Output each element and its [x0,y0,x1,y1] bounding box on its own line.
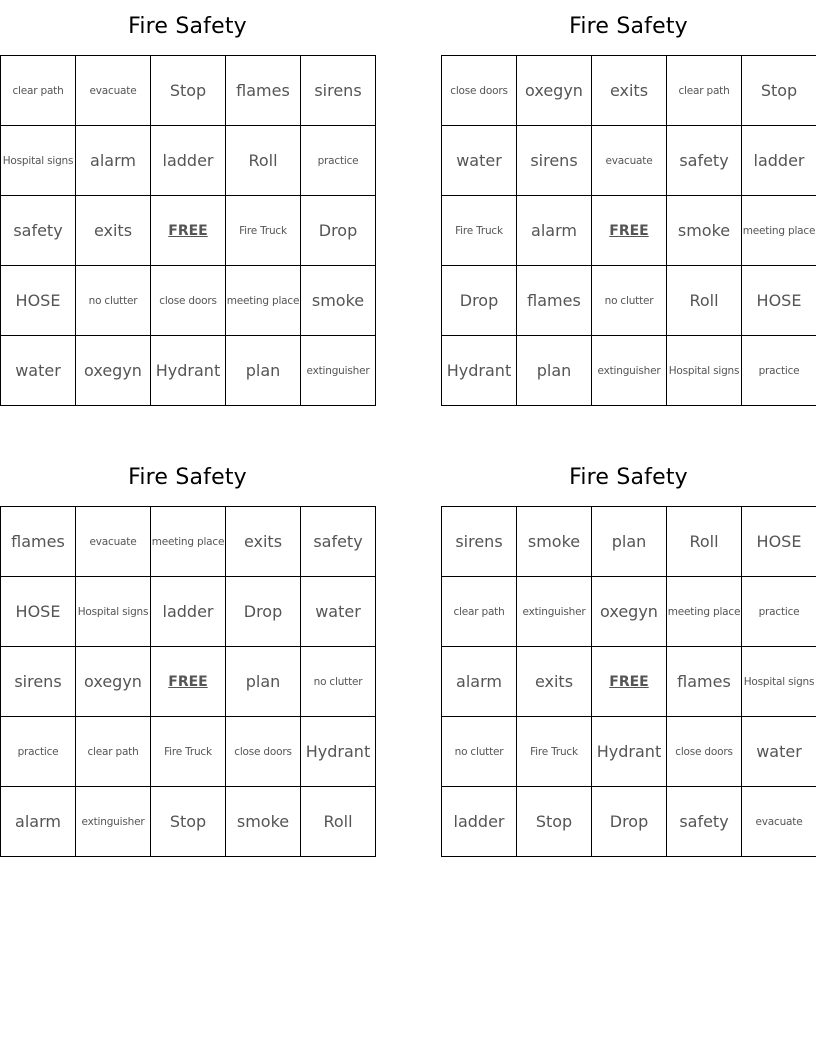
bingo-grid [441,506,816,857]
bingo-cell: Stop [151,56,226,126]
bingo-cell: evacuate [742,787,816,857]
bingo-cell: safety [301,507,376,577]
grid-row [1,577,376,647]
bingo-cell: flames [226,56,301,126]
grid-row [442,196,816,266]
grid-row [1,787,376,857]
grid-row [1,336,376,406]
bingo-cell: extinguisher [592,336,667,406]
bingo-cell: Hospital signs [1,126,76,196]
bingo-cell: sirens [1,647,76,717]
bingo-cell: Hospital signs [742,647,816,717]
bingo-cell: clear path [442,577,517,647]
grid-row [1,56,376,126]
free-space-cell: FREE [592,196,667,266]
bingo-cell: meeting place [226,266,301,336]
bingo-cell: Roll [226,126,301,196]
bingo-cell: Drop [442,266,517,336]
bingo-cell: practice [301,126,376,196]
bingo-cell: alarm [517,196,592,266]
bingo-cell: oxegyn [517,56,592,126]
bingo-cell: Hydrant [592,717,667,787]
bingo-cell: extinguisher [301,336,376,406]
bingo-cell: extinguisher [76,787,151,857]
bingo-cell: Roll [667,266,742,336]
bingo-cell: Stop [517,787,592,857]
grid-row [442,507,816,577]
bingo-cell: HOSE [742,507,816,577]
bingo-cell: water [742,717,816,787]
bingo-cell: Hydrant [151,336,226,406]
free-space-cell: FREE [151,196,226,266]
bingo-cell: alarm [1,787,76,857]
grid-row [442,266,816,336]
bingo-cell: smoke [667,196,742,266]
bingo-cell: exits [76,196,151,266]
card-title: Fire Safety [128,465,247,490]
bingo-cell: no clutter [592,266,667,336]
bingo-cell: alarm [76,126,151,196]
bingo-cell: close doors [226,717,301,787]
bingo-cell: clear path [1,56,76,126]
bingo-cell: ladder [442,787,517,857]
bingo-cell: plan [517,336,592,406]
bingo-cell: sirens [442,507,517,577]
bingo-cell: Drop [592,787,667,857]
bingo-cell: clear path [76,717,151,787]
bingo-cell: Fire Truck [151,717,226,787]
bingo-cell: practice [742,577,816,647]
grid-row [1,717,376,787]
card-title: Fire Safety [128,14,247,39]
bingo-cell: flames [517,266,592,336]
bingo-cell: evacuate [76,56,151,126]
grid-row [1,507,376,577]
grid-row [1,196,376,266]
bingo-cell: oxegyn [76,336,151,406]
card-title: Fire Safety [569,465,688,490]
bingo-cell: alarm [442,647,517,717]
bingo-cell: safety [667,126,742,196]
bingo-cell: smoke [301,266,376,336]
bingo-cell: Stop [151,787,226,857]
grid-row [1,126,376,196]
bingo-cell: close doors [442,56,517,126]
bingo-cell: Roll [667,507,742,577]
bingo-cell: meeting place [151,507,226,577]
bingo-cell: plan [226,336,301,406]
bingo-cell: HOSE [1,266,76,336]
bingo-cell: flames [1,507,76,577]
bingo-cell: safety [1,196,76,266]
bingo-cell: Fire Truck [517,717,592,787]
grid-row [1,647,376,717]
bingo-cell: Drop [301,196,376,266]
bingo-cell: clear path [667,56,742,126]
bingo-cell: smoke [226,787,301,857]
bingo-grid [441,55,816,406]
bingo-cell: plan [592,507,667,577]
grid-row [442,717,816,787]
grid-row [442,336,816,406]
grid-row [442,56,816,126]
bingo-cell: close doors [151,266,226,336]
bingo-cell: ladder [151,126,226,196]
bingo-cell: Stop [742,56,816,126]
bingo-cell: sirens [301,56,376,126]
bingo-cell: no clutter [442,717,517,787]
bingo-cell: flames [667,647,742,717]
bingo-cell: Roll [301,787,376,857]
bingo-cell: water [301,577,376,647]
bingo-cell: water [442,126,517,196]
bingo-cell: meeting place [667,577,742,647]
bingo-cell: no clutter [301,647,376,717]
bingo-cell: meeting place [742,196,816,266]
grid-row [442,126,816,196]
free-space-cell: FREE [151,647,226,717]
bingo-cell: extinguisher [517,577,592,647]
bingo-cell: smoke [517,507,592,577]
bingo-cell: evacuate [76,507,151,577]
bingo-cell: exits [226,507,301,577]
bingo-cell: exits [517,647,592,717]
bingo-cell: sirens [517,126,592,196]
free-space-cell: FREE [592,647,667,717]
bingo-cell: HOSE [1,577,76,647]
bingo-cell: oxegyn [592,577,667,647]
bingo-cell: practice [1,717,76,787]
bingo-grid [0,506,376,857]
bingo-cell: oxegyn [76,647,151,717]
bingo-cell: ladder [742,126,816,196]
grid-row [442,577,816,647]
card-title: Fire Safety [569,14,688,39]
bingo-cell: Hydrant [442,336,517,406]
bingo-cell: ladder [151,577,226,647]
bingo-cell: Drop [226,577,301,647]
bingo-cell: Hydrant [301,717,376,787]
grid-row [442,787,816,857]
bingo-grid [0,55,376,406]
bingo-cell: safety [667,787,742,857]
bingo-cell: Hospital signs [667,336,742,406]
bingo-cell: no clutter [76,266,151,336]
bingo-cell: water [1,336,76,406]
bingo-cell: Fire Truck [226,196,301,266]
bingo-cell: close doors [667,717,742,787]
grid-row [442,647,816,717]
bingo-cell: Hospital signs [76,577,151,647]
bingo-cell: plan [226,647,301,717]
bingo-cell: HOSE [742,266,816,336]
grid-row [1,266,376,336]
bingo-cell: exits [592,56,667,126]
bingo-cell: evacuate [592,126,667,196]
bingo-cell: practice [742,336,816,406]
bingo-cell: Fire Truck [442,196,517,266]
